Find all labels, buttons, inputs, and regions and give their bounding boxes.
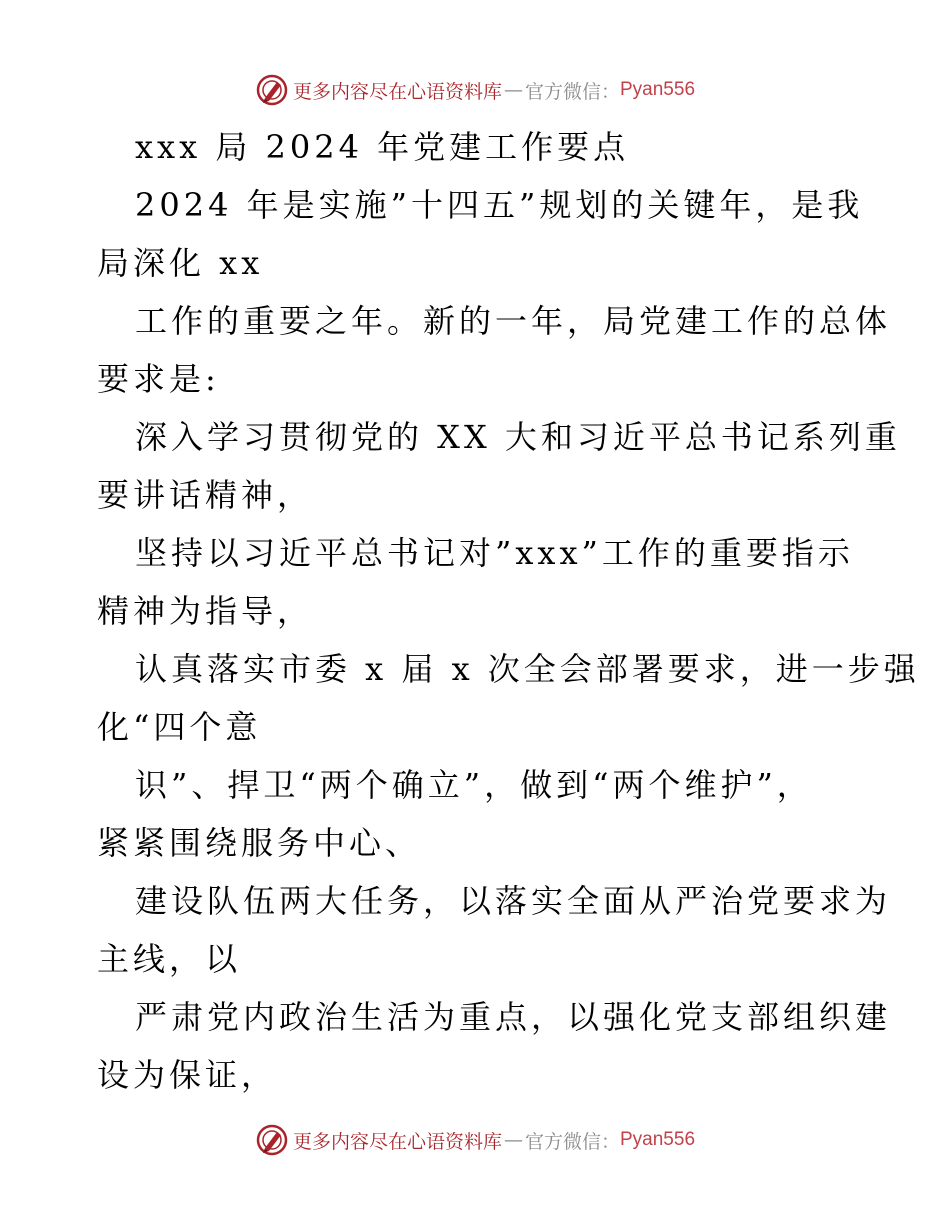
document-body <box>97 118 920 1104</box>
paragraph-line: 局深化 xx <box>97 244 264 282</box>
paragraph-line: 要求是: <box>97 360 220 398</box>
paragraph-line: 主线，以 <box>97 940 242 978</box>
footer-banner <box>0 1120 950 1160</box>
paragraph-line: 认真落实市委 x 届 x 次全会部署要求，进一步强 <box>135 650 920 688</box>
banner-wechat-handle: Pyan556 <box>620 1129 696 1150</box>
paragraph-line: 识”、捍卫“两个确立”，做到“两个维护”， <box>135 766 813 804</box>
paragraph-line: 要讲话精神， <box>97 476 314 514</box>
banner-separator: — <box>503 1129 523 1151</box>
banner-wechat-label: 官方微信： <box>524 80 620 103</box>
paragraph-line: 深入学习贯彻党的 XX 大和习近平总书记系列重 <box>135 418 901 456</box>
paragraph-line: 化“四个意 <box>97 708 262 746</box>
paragraph-line: 工作的重要之年。新的一年，局党建工作的总体 <box>135 302 892 340</box>
paragraph-line: 建设队伍两大任务，以落实全面从严治党要求为 <box>135 882 892 920</box>
fountain-pen-logo-icon <box>255 1123 289 1157</box>
document-title: xxx 局 2024 年党建工作要点 <box>135 128 630 166</box>
paragraph-line: 设为保证， <box>97 1056 278 1094</box>
paragraph-line: 精神为指导， <box>97 592 314 630</box>
header-banner <box>0 70 950 110</box>
paragraph-line: 严肃党内政治生活为重点，以强化党支部组织建 <box>135 998 892 1036</box>
fountain-pen-logo-icon <box>255 73 289 107</box>
banner-wechat-label: 官方微信： <box>524 1130 620 1153</box>
banner-title: 更多内容尽在心语资料库 <box>292 80 502 103</box>
banner-title: 更多内容尽在心语资料库 <box>292 1130 502 1153</box>
paragraph-line: 紧紧围绕服务中心、 <box>97 824 422 862</box>
paragraph-line: 2024 年是实施”十四五”规划的关键年，是我 <box>135 186 864 224</box>
banner-wechat-handle: Pyan556 <box>620 79 696 100</box>
paragraph-line: 坚持以习近平总书记对”xxx”工作的重要指示 <box>135 534 854 572</box>
banner-separator: — <box>503 79 523 101</box>
